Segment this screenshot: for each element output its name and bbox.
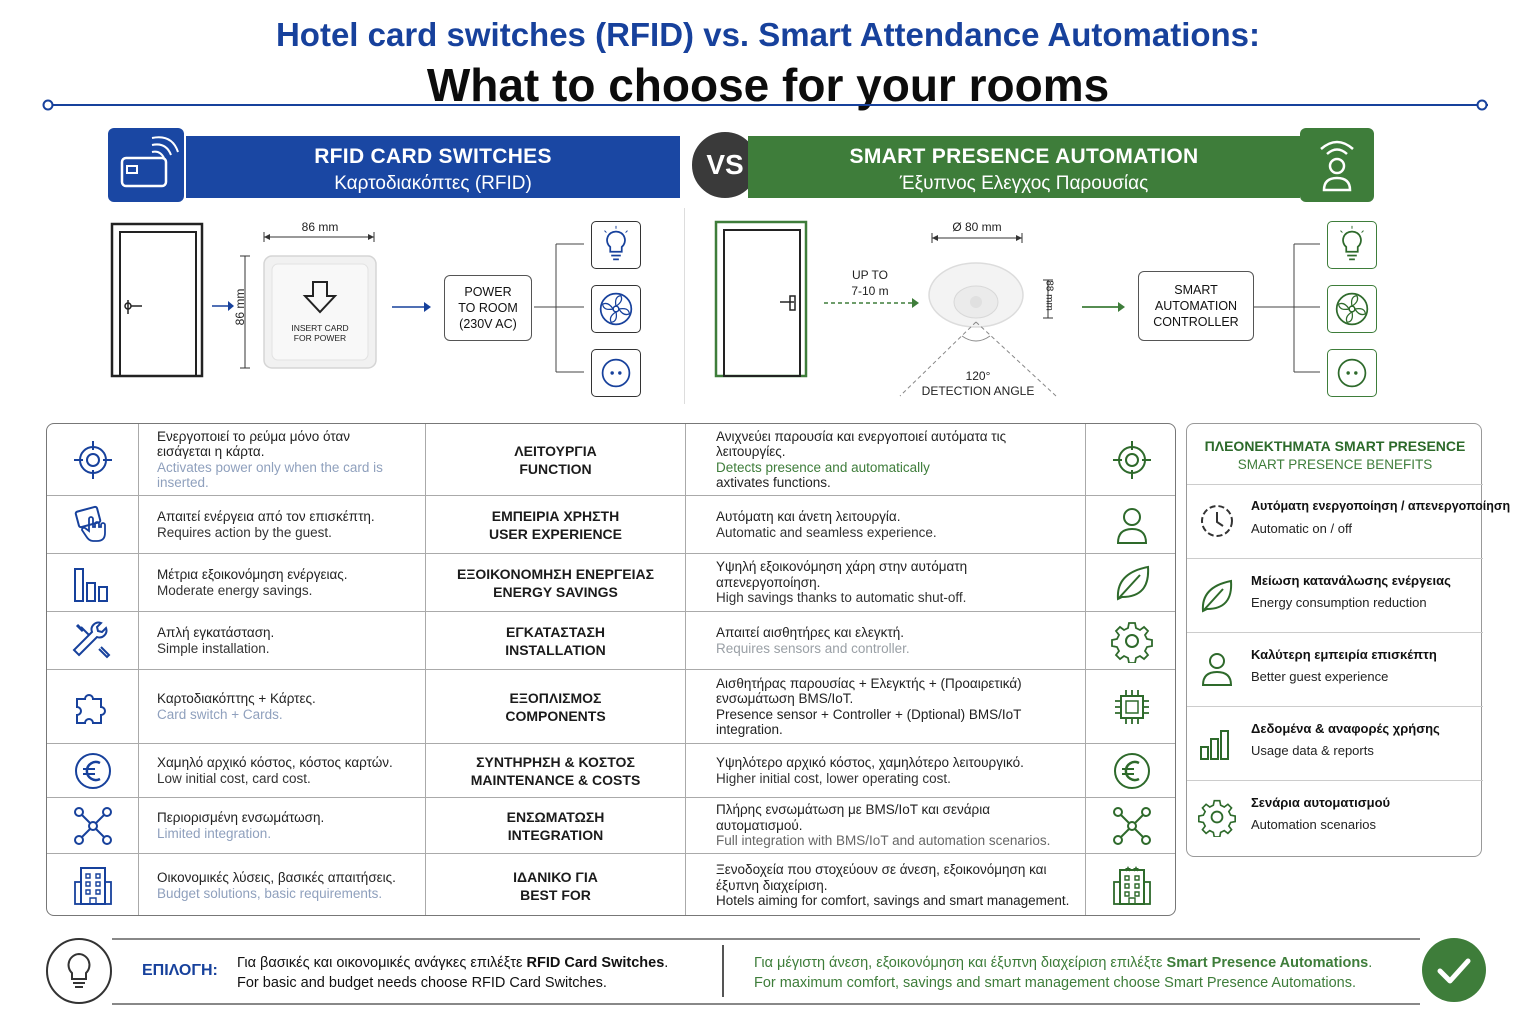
fan-icon bbox=[591, 285, 641, 333]
table-row: Περιορισμένη ενσωμάτωση. Limited integration. ΕΝΣΩΜΑΤΩΣΗ INTEGRATION Πλήρης ενσωμάτωση με BMS/IoT και σενάρια αυτοματισμού. Full integration with BMS/IoT and automation scenarios. bbox=[47, 798, 1176, 854]
hotel-icon bbox=[1086, 854, 1176, 916]
fan-icon bbox=[1327, 285, 1377, 333]
footer-divider bbox=[722, 945, 724, 997]
tools-icon bbox=[47, 612, 139, 669]
presence-sensor-icon bbox=[1300, 128, 1374, 202]
light-bulb-icon bbox=[46, 938, 112, 1004]
table-row: Απαιτεί ενέργεια από τον επισκέπτη. Requires action by the guest. ΕΜΠΕΙΡΙΑ ΧΡΗΣΤΗ USER EXPERIENCE Αυτόματη και άνετη λειτουργία. Automatic and seamless experience. bbox=[47, 496, 1176, 554]
hotel-icon bbox=[47, 854, 139, 916]
puzzle-icon bbox=[47, 670, 139, 743]
choice-label: ΕΠΙΛΟΓΗ: bbox=[142, 962, 218, 979]
table-row: Οικονομικές λύσεις, βασικές απαιτήσεις. Budget solutions, basic requirements. ΙΔΑΝΙΚΟ ΓΙΑ BEST FOR Ξενοδοχεία που στοχεύουν σε άνεση, εξοικονόμηση και έξυπνη διαχείριση. Hotels aiming for comfort, savings and smart management. bbox=[47, 854, 1176, 916]
smart-title: SMART PRESENCE AUTOMATION bbox=[849, 145, 1199, 168]
euro-icon bbox=[1086, 744, 1176, 797]
vs-badge: VS bbox=[688, 128, 762, 202]
table-row: Καρτοδιακόπτης + Κάρτες. Card switch + Cards. ΕΞΟΠΛΙΣΜΟΣ COMPONENTS Αισθητήρας παρουσίας + Ελεγκτής + (Προαιρετικά) ενσωμάτωση BMS/IoT. Presence sensor + Controller + (Dptional) BMS/IoT integration. bbox=[47, 670, 1176, 744]
benefit-item: Αυτόματη ενεργοποίηση / απενεργοποίηση Automatic on / off bbox=[1187, 484, 1483, 558]
user-icon bbox=[1086, 496, 1176, 553]
range-label: UP TO 7-10 m bbox=[851, 268, 889, 298]
rfid-subtitle: Καρτοδιακόπτες (RFID) bbox=[334, 173, 532, 194]
benefits-panel bbox=[1186, 423, 1511, 857]
table-row: Απλή εγκατάσταση. Simple installation. ΕΓΚΑΤΑΣΤΑΣΗ INSTALLATION Απαιτεί αισθητήρες και ελεγκτή. Requires sensors and controller. bbox=[47, 612, 1176, 670]
title-line2: What to choose for your rooms bbox=[426, 59, 1110, 111]
table-row: Ενεργοποιεί το ρεύμα μόνο όταν εισάγεται η κάρτα. Activates power only when the card is inserted. ΛΕΙΤΟΥΡΓΙΑ FUNCTION Ανιχνεύει παρουσία και ενεργοποιεί αυτόματα τις λειτουργίες. Detects presence and automatically axtivates functions. bbox=[47, 424, 1176, 496]
diagram-divider bbox=[684, 208, 685, 404]
bar-chart-icon bbox=[47, 554, 139, 611]
footer-left-text: Για βασικές και οικονομικές ανάγκες επιλέξτε RFID Card Switches. For basic and budget needs choose RFID Card Switches. bbox=[237, 955, 669, 991]
hand-card-icon bbox=[47, 496, 139, 553]
benefit-item: Σενάρια αυτοματισμού Automation scenarios bbox=[1187, 780, 1483, 854]
checkmark-icon bbox=[1422, 938, 1486, 1002]
angle-label: 120° DETECTION ANGLE bbox=[921, 369, 1035, 398]
light-bulb-icon bbox=[1327, 221, 1377, 269]
light-bulb-icon bbox=[591, 221, 641, 269]
rfid-height-label: 86 mm bbox=[233, 288, 247, 326]
footer-line-top bbox=[112, 938, 1420, 940]
rfid-banner bbox=[186, 136, 680, 198]
network-icon bbox=[1086, 798, 1176, 853]
euro-icon bbox=[47, 744, 139, 797]
title-underline bbox=[40, 96, 1496, 114]
title-line1: Hotel card switches (RFID) vs. Smart Attendance Automations: bbox=[275, 16, 1261, 53]
benefit-item: Δεδομένα & αναφορές χρήσης Usage data & reports bbox=[1187, 706, 1483, 780]
benefits-title: ΠΛΕΟΝΕΚΤΗΜΑΤΑ SMART PRESENCE bbox=[1204, 438, 1466, 454]
smart-banner bbox=[748, 136, 1300, 198]
target-icon bbox=[47, 424, 139, 495]
footer-right-text: Για μέγιστη άνεση, εξοικονόμηση και έξυπνη διαχείριση επιλέξτε Smart Presence Automations. For maximum comfort, savings and smart management choose Smart Presence Automations. bbox=[754, 955, 1373, 991]
diameter-label: Ø 80 mm bbox=[952, 220, 1002, 234]
benefit-item: Μείωση κατανάλωσης ενέργειας Energy consumption reduction bbox=[1187, 558, 1483, 632]
gear-icon bbox=[1086, 612, 1176, 669]
controller-box: SMART AUTOMATION CONTROLLER bbox=[1138, 271, 1254, 341]
power-box: POWER TO ROOM (230V AC) bbox=[444, 275, 532, 341]
switch-text: INSERT CARD FOR POWER bbox=[291, 323, 349, 343]
chip-icon bbox=[1086, 670, 1176, 743]
benefits-subtitle: SMART PRESENCE BENEFITS bbox=[1237, 457, 1433, 472]
door-icon bbox=[112, 224, 202, 376]
rfid-card-icon bbox=[108, 128, 184, 202]
bar-chart-icon bbox=[1197, 723, 1237, 763]
clock-icon bbox=[1197, 501, 1237, 541]
benefit-item: Καλύτερη εμπειρία επισκέπτη Better guest experience bbox=[1187, 632, 1483, 706]
table-row: Χαμηλό αρχικό κόστος, κόστος καρτών. Low initial cost, card cost. ΣΥΝΤΗΡΗΣΗ & ΚΟΣΤΟΣ MAINTENANCE & COSTS Υψηλότερο αρχικό κόστος, χαμηλότερο λειτουργικό. Higher initial cost, lower operating cost. bbox=[47, 744, 1176, 798]
user-icon bbox=[1197, 649, 1237, 689]
rfid-width-label: 86 mm bbox=[301, 220, 339, 234]
gear-icon bbox=[1197, 797, 1237, 837]
network-icon bbox=[47, 798, 139, 853]
leaf-icon bbox=[1086, 554, 1176, 611]
smart-subtitle: Έξυπνος Ελεγχος Παρουσίας bbox=[899, 173, 1149, 194]
socket-icon bbox=[1327, 349, 1377, 397]
sensor-height-label: 88 mm bbox=[1043, 280, 1055, 311]
rfid-title: RFID CARD SWITCHES bbox=[314, 145, 552, 168]
target-icon bbox=[1086, 424, 1176, 495]
door-icon bbox=[716, 222, 806, 376]
socket-icon bbox=[591, 349, 641, 397]
table-row: Μέτρια εξοικονόμηση ενέργειας. Moderate energy savings. ΕΞΟΙΚΟΝΟΜΗΣΗ ΕΝΕΡΓΕΙΑΣ ENERGY SAVINGS Υψηλή εξοικονόμηση χάρη στην αυτόματη απενεργοποίηση. High savings thanks to automatic shut-off. bbox=[47, 554, 1176, 612]
footer-line-bottom bbox=[112, 1003, 1420, 1005]
leaf-icon bbox=[1197, 575, 1237, 615]
comparison-table bbox=[46, 423, 1176, 916]
